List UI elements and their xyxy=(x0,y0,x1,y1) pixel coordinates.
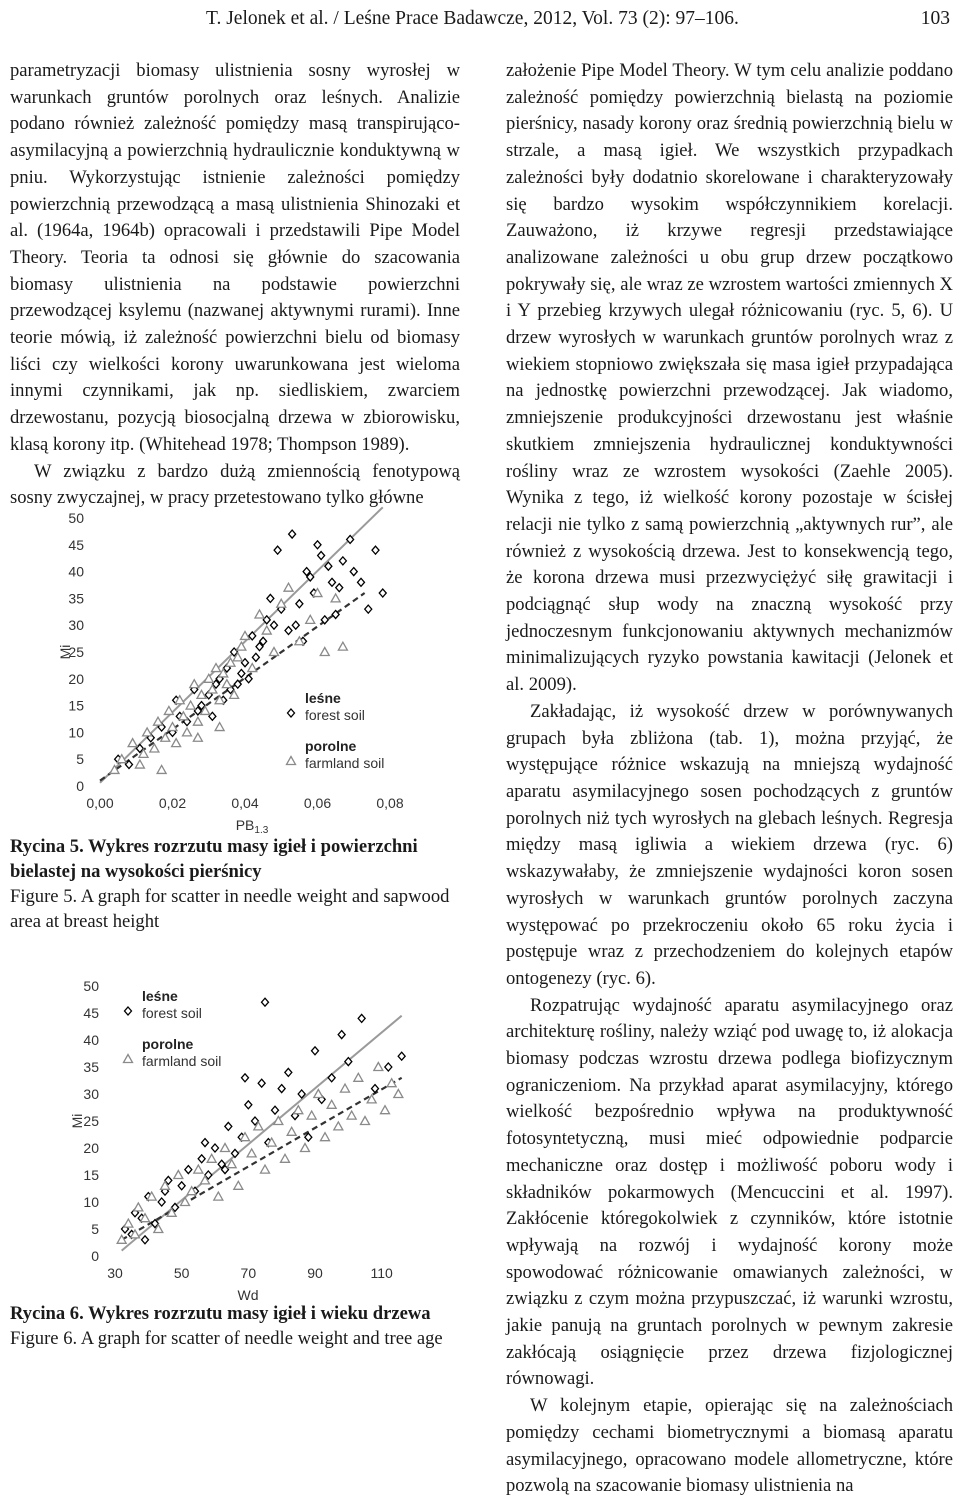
y-tick-label: 40 xyxy=(68,563,84,580)
data-point-farmland xyxy=(255,610,264,618)
figure-6-svg xyxy=(40,960,460,1306)
data-point-forest xyxy=(238,669,245,677)
y-tick-label: 30 xyxy=(83,1086,99,1102)
data-point-farmland xyxy=(124,1219,133,1227)
caption-polish: Rycina 6. Wykres rozrzutu masy igieł i wieku drzewa xyxy=(10,1303,431,1324)
data-point-farmland xyxy=(394,1090,403,1098)
y-tick-label: 10 xyxy=(68,724,84,741)
legend-marker xyxy=(125,1007,132,1015)
journal-reference: T. Jelonek et al. / Leśne Prace Badawcze, 2012, Vol. 73 (2): 97–106. xyxy=(206,8,739,29)
y-tick-label: 0 xyxy=(76,778,84,794)
data-point-farmland xyxy=(281,1154,290,1162)
x-tick-label: 0,00 xyxy=(86,795,114,811)
legend-label: porolne xyxy=(305,738,357,754)
y-tick-label: 20 xyxy=(83,1140,99,1156)
data-point-farmland xyxy=(334,1122,343,1130)
y-tick-label: 20 xyxy=(68,670,84,687)
data-point-forest xyxy=(274,546,281,554)
data-point-forest xyxy=(212,1144,219,1152)
legend-marker xyxy=(287,757,296,765)
paragraph: W związku z bardzo dużą zmiennością fenotypową sosny zwyczajnej, w pracy przetestowano tylko główne xyxy=(10,460,460,509)
data-point-farmland xyxy=(262,626,271,634)
figure-5-caption xyxy=(10,834,460,934)
data-point-forest xyxy=(328,1074,335,1082)
data-point-forest xyxy=(385,1063,392,1071)
data-point-forest xyxy=(258,1079,265,1087)
data-point-farmland xyxy=(204,674,213,682)
data-point-farmland xyxy=(214,1192,223,1200)
data-point-farmland xyxy=(331,594,340,602)
data-point-forest xyxy=(158,1198,165,1206)
data-point-farmland xyxy=(183,728,192,736)
data-point-farmland xyxy=(190,680,199,688)
data-point-forest xyxy=(245,675,252,683)
x-axis-label-subscript: 1.3 xyxy=(254,825,269,835)
data-point-forest xyxy=(178,1182,185,1190)
figure-5-chart xyxy=(40,500,460,835)
y-tick-label: 15 xyxy=(68,697,84,714)
data-point-farmland xyxy=(194,1165,203,1173)
data-point-forest xyxy=(329,578,336,586)
data-point-forest xyxy=(339,557,346,565)
data-point-farmland xyxy=(172,739,181,747)
data-point-forest xyxy=(379,589,386,597)
y-axis-label: Mi xyxy=(57,644,73,660)
y-tick-label: 30 xyxy=(68,617,84,634)
data-point-forest xyxy=(278,1085,285,1093)
data-point-forest xyxy=(372,546,379,554)
data-point-forest xyxy=(202,1139,209,1147)
data-point-forest xyxy=(338,1031,345,1039)
data-point-forest xyxy=(242,1074,249,1082)
data-point-forest xyxy=(245,1101,252,1109)
data-point-farmland xyxy=(301,1144,310,1152)
data-point-forest xyxy=(185,1166,192,1174)
x-tick-label: 90 xyxy=(307,1265,323,1281)
x-tick-label: 0,06 xyxy=(303,795,332,811)
data-point-farmland xyxy=(186,701,195,709)
data-point-farmland xyxy=(270,648,279,656)
data-point-forest xyxy=(318,552,325,560)
legend-label: forest soil xyxy=(305,707,365,723)
data-point-forest xyxy=(296,600,303,608)
legend-label: leśne xyxy=(305,690,341,706)
data-point-forest xyxy=(285,627,292,635)
data-point-farmland xyxy=(154,717,163,725)
data-point-farmland xyxy=(374,1063,383,1071)
data-point-farmland xyxy=(338,642,347,650)
data-point-farmland xyxy=(181,1198,190,1206)
legend-marker xyxy=(124,1055,133,1063)
data-point-farmland xyxy=(307,1111,316,1119)
data-point-forest xyxy=(350,568,357,576)
y-tick-label: 0 xyxy=(91,1248,99,1264)
data-point-forest xyxy=(198,1155,205,1163)
legend-label: forest soil xyxy=(142,1005,202,1021)
y-tick-label: 10 xyxy=(83,1194,99,1210)
x-tick-label: 0,04 xyxy=(231,795,259,811)
caption-english: Figure 6. A graph for scatter of needle weight and tree age xyxy=(10,1328,443,1349)
data-point-forest xyxy=(314,541,321,549)
x-tick-label: 50 xyxy=(173,1265,190,1281)
y-tick-label: 35 xyxy=(68,590,84,607)
data-point-farmland xyxy=(341,1084,350,1092)
legend-label: farmland soil xyxy=(142,1053,222,1069)
data-point-farmland xyxy=(247,1149,256,1157)
legend-marker xyxy=(288,709,295,717)
data-point-farmland xyxy=(321,1133,330,1141)
data-point-forest xyxy=(358,578,365,586)
data-point-farmland xyxy=(193,717,202,725)
y-tick-label: 5 xyxy=(76,751,84,768)
data-point-farmland xyxy=(320,648,329,656)
x-tick-label: 70 xyxy=(240,1265,257,1281)
paragraph: W kolejnym etapie, opierając się na zależnościach pomiędzy cechami biometrycznymi a biomasą aparatu asymilacyjnego, opracowano modele allometryczne, które pozwolą na szacowanie biomasy ulistnienia na xyxy=(506,1395,953,1497)
data-point-forest xyxy=(285,1068,292,1076)
data-point-farmland xyxy=(157,765,166,773)
data-point-farmland xyxy=(164,706,173,714)
data-point-farmland xyxy=(327,1100,336,1108)
data-point-farmland xyxy=(221,1144,230,1152)
x-tick-label: 30 xyxy=(107,1265,123,1281)
data-point-forest xyxy=(225,1122,232,1130)
data-point-forest xyxy=(292,621,299,629)
page-number: 103 xyxy=(920,8,950,29)
data-point-farmland xyxy=(314,1090,323,1098)
data-point-forest xyxy=(267,594,274,602)
legend-label: leśne xyxy=(142,988,178,1004)
data-point-farmland xyxy=(354,1073,363,1081)
y-tick-label: 50 xyxy=(68,510,84,526)
data-point-farmland xyxy=(294,1106,303,1114)
data-point-forest xyxy=(358,1014,365,1022)
data-point-farmland xyxy=(284,583,293,591)
data-point-farmland xyxy=(134,1203,143,1211)
data-point-farmland xyxy=(241,631,250,639)
x-axis-label: Wd xyxy=(237,1287,259,1303)
data-point-forest xyxy=(142,1236,149,1244)
paragraph: założenie Pipe Model Theory. W tym celu analizie poddano zależność pomiędzy powierzchnią bielastą na poziomie pierśnicy, nasady korony oraz średnią powierzchnią bielu w strzale, a masą igieł. We wszystkich przypadkach zależności były dodatnio skorelowane i charakteryzowały się bardzo wysokim współczynnikiem korelacji. Zauważono, iż krzywe regresji przedstawiające analizowane zależności u obu grup drzew początkowo pokrywały się, ale wraz ze wzrostem wartości zmiennych X i Y przebieg krzywych ulegał różnicowaniu (ryc. 5, 6). U drzew wyrosłych w warunkach gruntów porolnych wraz z wiekiem stopniowo zwiększała się masa igieł przypadająca na jednostkę powierzchni przewodzącej. Jak wiadomo, zmniejszenie produkcyjności drzewostanu jest właśnie skutkiem zmniejszenia hydraulicznej konduktywności rośliny wraz ze wzrostem wysokości (Zaehle 2005). Wynika z tego, iż wielkość korony pozostaje w ścisłej relacji nie tylko z samą powierzchnią „aktywnych rur”, ale również z wysokością drzewa. Jest to konsekwencją tego, że korona drzewa musi przezwyciężyć siłę grawitacji i podciągnąć słup wody na znaczną wysokość przy jednoczesnym funkcjonowaniu aktywnych mechanizmów minimalizujących ryzyko powstania kawitacji (Jelonek et al. 2009). xyxy=(506,60,953,696)
data-point-forest xyxy=(289,530,296,538)
legend-label: farmland soil xyxy=(305,755,385,771)
data-point-farmland xyxy=(207,1154,216,1162)
data-point-farmland xyxy=(143,728,152,736)
left-column xyxy=(10,58,460,512)
paragraph: parametryzacji biomasy ulistnienia sosny wyrosłej w warunkach gruntów porolnych oraz leśnych. Analizie podano również zależność pomiędzy masą transpirująco-asymilacyjną a powierzchnią hydraulicznie konduktywną w pniu. Wykorzystując istnienie zależności pomiędzy powierzchnią przewodzącą a masą ulistnienia Shinozaki et al. (1964a, 1964b) opracowali i przedstawili Pipe Model Theory. Teoria ta odnosi się głównie do szacowania biomasy ulistnienia na podstawie powierzchni przewodzącej ksylemu (nazwanej aktywnymi rurami). Inne teorie mówią, iż zależność powierzchni bielu od biomasy liści czy wielkości korony uwarunkowana jest wieloma innymi czynnikami, jak np. siedliskiem, zwarciem drzewostanu, pozycją biosocjalną drzewa w zbiorowisku, klasą korony itp. (Whitehead 1978; Thompson 1989). xyxy=(10,60,460,455)
y-tick-label: 5 xyxy=(91,1221,99,1237)
x-axis-label: $PB_{1.3}$ xyxy=(235,817,269,835)
y-tick-label: 25 xyxy=(68,644,84,660)
x-tick-label: 0,02 xyxy=(158,795,187,811)
paragraph: Zakładając, iż wysokość drzew w porównywanych grupach była zbliżona (tab. 1), można przyjąć, że występujące różnice wskazują na mniejszą wydajność aparatu asymilacyjnego sosen pochodzących z gruntów porolnych niż tych wyrosłych na glebach leśnych. Regresja między masą igliwia a wiekiem drzewa (ryc. 6) wskazywałaby, że zmniejszenie wydajności koron sosen wyrosłych w warunkach gruntów porolnych zaczyna występować po przekroczeniu około 65 roku życia i postępuje wraz z przechodzeniem do kolejnych etapów ontogenezy (ryc. 6). xyxy=(506,700,953,989)
data-point-forest xyxy=(312,1047,319,1055)
y-tick-label: 25 xyxy=(83,1113,99,1129)
paragraph: Rozpatrując wydajność aparatu asymilacyjnego oraz architekturę rośliny, należy wziąć pod uwagę to, iż alokacja biomasy podczas wzrostu drzewa podlega biofizycznym ograniczeniom. Na przykład aparat asymilacyjny, którego wielkość bezpośrednio wpływa na produktywność fotosyntetyczną, musi mieć odpowiednie podparcie mechaniczne oraz dostęp i możliwość poboru wody i składników pokarmowych (Mencuccini et al. 1997). Zakłócenie któregokolwiek z czynników, które istotnie wpływają na rozwój i wydajność korony może spowodować różnicowanie omawianych zależności, w związku z czym można przypuszczać, iż warunki wzrostu, jakie panują na gruntach porolnych w pewnym zakresie zakłócają osiągnięcie przez drzewa fizjologicznej równowagi. xyxy=(506,994,953,1390)
y-tick-label: 45 xyxy=(83,1005,99,1021)
data-point-farmland xyxy=(287,1127,296,1135)
legend-label: porolne xyxy=(142,1036,194,1052)
y-axis-label: Mi xyxy=(69,1113,85,1129)
data-point-farmland xyxy=(347,1111,356,1119)
data-point-forest xyxy=(242,659,249,667)
data-point-forest xyxy=(272,1106,279,1114)
data-point-forest xyxy=(262,998,269,1006)
data-point-farmland xyxy=(128,739,137,747)
caption-english: Figure 5. A graph for scatter in needle weight and sapwood area at breast height xyxy=(10,886,450,932)
right-column xyxy=(506,58,953,1500)
caption-polish: Rycina 5. Wykres rozrzutu masy igieł i powierzchni bielastej na wysokości pierśnicy xyxy=(10,836,418,882)
data-point-farmland xyxy=(306,615,315,623)
data-point-farmland xyxy=(261,1165,270,1173)
data-point-forest xyxy=(232,1149,239,1157)
data-point-farmland xyxy=(361,1117,370,1125)
data-point-farmland xyxy=(215,723,224,731)
data-point-farmland xyxy=(135,760,144,768)
data-point-forest xyxy=(398,1052,405,1060)
data-point-farmland xyxy=(174,1171,183,1179)
data-point-farmland xyxy=(248,664,257,672)
data-point-farmland xyxy=(197,690,206,698)
x-tick-label: 110 xyxy=(370,1265,393,1281)
y-tick-label: 40 xyxy=(83,1032,99,1048)
data-point-forest xyxy=(336,584,343,592)
data-point-forest xyxy=(365,605,372,613)
data-point-farmland xyxy=(117,1235,126,1243)
figure-6-chart xyxy=(40,960,460,1306)
x-tick-label: 0,08 xyxy=(376,795,404,811)
y-tick-label: 45 xyxy=(68,536,84,553)
data-point-forest xyxy=(271,621,278,629)
data-point-farmland xyxy=(381,1106,390,1114)
data-point-farmland xyxy=(193,733,202,741)
y-tick-label: 15 xyxy=(83,1167,99,1183)
y-tick-label: 50 xyxy=(83,978,99,994)
data-point-forest xyxy=(209,712,216,720)
data-point-farmland xyxy=(222,680,231,688)
running-header xyxy=(0,8,960,36)
y-tick-label: 35 xyxy=(83,1059,99,1075)
figure-5-svg xyxy=(40,500,460,835)
data-point-forest xyxy=(252,653,259,661)
data-point-farmland xyxy=(234,1181,243,1189)
